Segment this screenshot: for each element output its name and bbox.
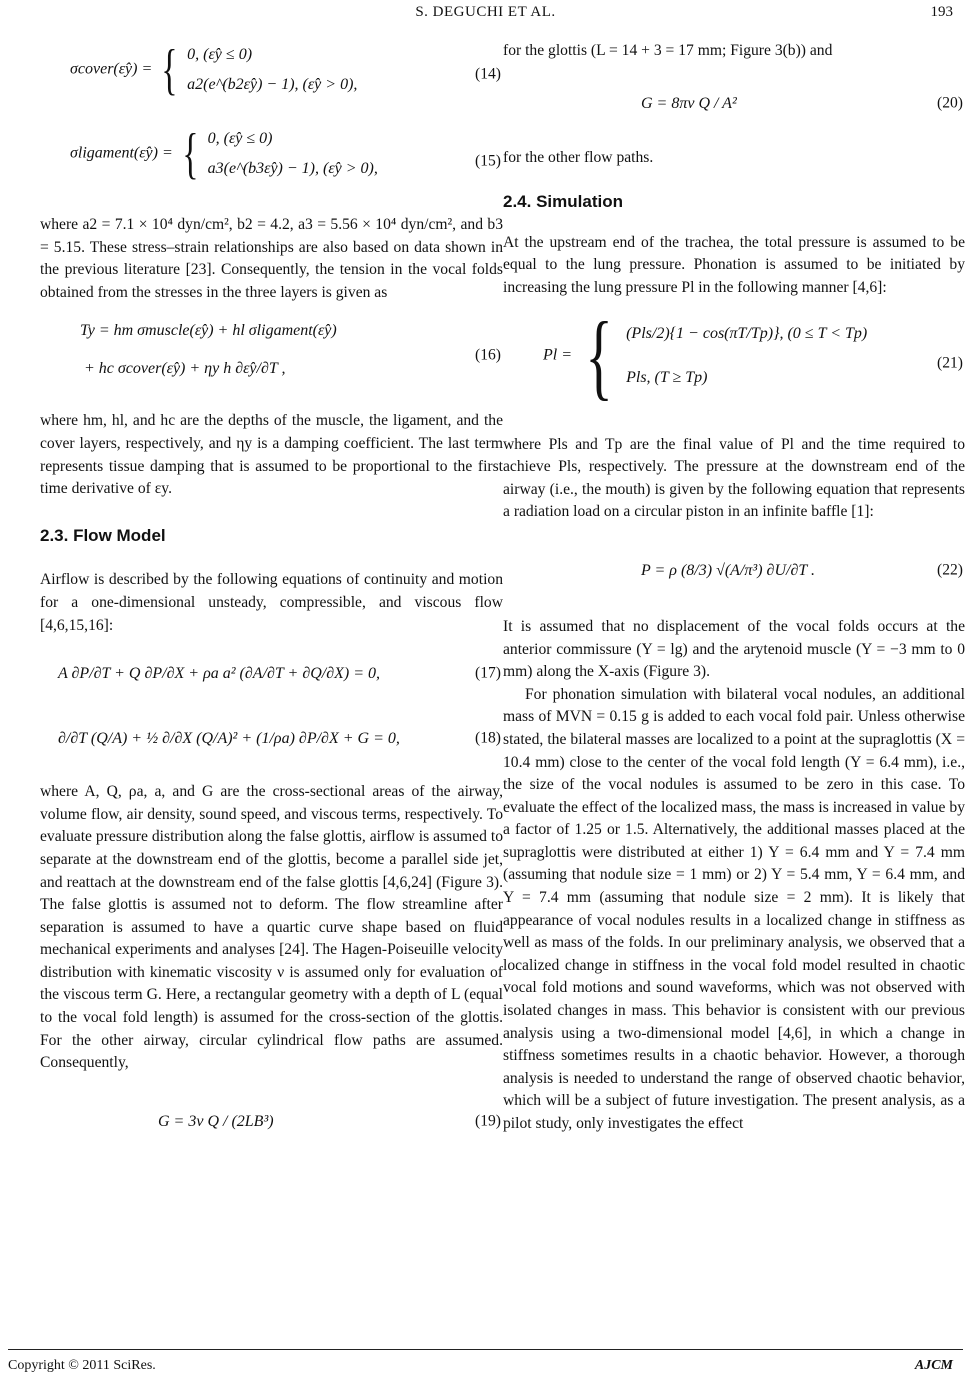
eq16-line1: Ty = hm σmuscle(ε̂y) + hl σligament(ε̂y) (80, 322, 337, 340)
eq14-lhs: σcover(ε̂y) = (70, 60, 153, 78)
paragraph-depths: where hm, hl, and hc are the depths of the muscle, the ligament, and the cover layers, respectively, and ηy is a damping coefficient. The last term represents tissue damping that is assumed to be proportional to the first time derivative of εy. (40, 412, 503, 498)
eq19-number: (19) (475, 1112, 501, 1130)
eq19-body: G = 3ν Q / (2LB³) (158, 1112, 274, 1130)
equation-17 (40, 645, 503, 703)
paragraph-other-paths: for the other flow paths. (503, 148, 654, 166)
eq18-number: (18) (475, 729, 501, 747)
paragraph-displacement: It is assumed that no displacement of the vocal folds occurs at the anterior commissure (Y = lg) and the arytenoid muscle (Y = −3 mm to 0 mm) along the X-axis (Figure 3). (503, 617, 965, 681)
eq16-line2: + hc σcover(ε̂y) + ηy h ∂ε̂y/∂T , (84, 360, 286, 378)
eq21-case1: (Pls/2){1 − cos(πT/Tp)}, (0 ≤ T < Tp) (626, 324, 868, 342)
eq15-number: (15) (475, 152, 501, 170)
eq21-number: (21) (937, 354, 963, 372)
right-column (503, 40, 965, 1136)
eq14-number: (14) (475, 65, 501, 83)
eq17-number: (17) (475, 664, 501, 682)
equation-14: σcover(ε̂y) = { 0, (ε̂y ≤ 0) a2(e^(b2ε̂y) − 1), (ε̂y > 0), (14) (70, 39, 501, 101)
running-head: S. DEGUCHI ET AL. (415, 4, 556, 20)
footer-journal: AJCM (914, 1358, 953, 1373)
eq20-number: (20) (937, 94, 963, 112)
footer-rule (8, 1349, 963, 1350)
section-heading-simulation: 2.4. Simulation (503, 192, 623, 212)
equation-19 (40, 1089, 503, 1155)
paragraph-flow-description: where A, Q, ρa, a, and G are the cross-sectional areas of the airway, volume flow, air density, sound speed, and viscous terms, respectively. To evaluate pressure distribution along the false glottis, airflow is assumed to separate at the downstream end of the glottis, become a parallel side jet, and reattach at the downstream end of the false glottis [4,6,24] (Figure 3). The false glottis is assumed not to deform. The flow streamline after separation is assumed to have a quartic curve shape based on fluid mechanical experiments and analyses [24]. The Hagen-Poiseuille velocity distribution with kinematic viscosity ν is assumed only for evaluation of the viscous term G. Here, a rectangular geometry with a depth of L (equal to the vocal fold length) is assumed for the cross-section of the glottis. For the other airway, circular cylindrical flow paths are assumed. Consequently, (40, 783, 503, 1072)
equation-15: σligament(ε̂y) = { 0, (ε̂y ≤ 0) a3(e^(b3ε̂y) − 1), (ε̂y > 0), (15) (70, 123, 501, 185)
eq15-case1: 0, (ε̂y ≤ 0) (207, 130, 273, 147)
paragraph-lung-pressure: At the upstream end of the trachea, the total pressure is assumed to be equal to the lung pressure. Phonation is assumed to be initiated by increasing the lung pressure Pl in the following manner [4,6]: (503, 233, 965, 296)
equation-22 (503, 536, 965, 606)
equation-21: Pl = { (Pls/2){1 − cos(πT/Tp)}, (0 ≤ T < Tp) Pls, (T ≥ Tp) (21) (543, 301, 963, 409)
paragraph-radiation-load: where Pls and Tp are the final value of Pl and the time required to achieve Pls, respectively. The pressure at the downstream end of the airway (i.e., the mouth) is given by the following equation that represents a radiation load on a circular piston in an infinite baffle [1]: (503, 435, 965, 521)
page-number: 193 (930, 4, 953, 20)
equation-18 (40, 707, 503, 771)
eq22-body: P = ρ (8/3) √(A/π³) ∂U/∂T . (641, 561, 815, 579)
equation-20 (503, 75, 965, 133)
equation-16 (40, 312, 503, 400)
eq17-body: A ∂P/∂T + Q ∂P/∂X + ρa a² (∂A/∂T + ∂Q/∂X) = 0, (58, 665, 381, 683)
eq18-body: ∂/∂T (Q/A) + ½ ∂/∂X (Q/A)² + (1/ρa) ∂P/∂X + G = 0, (58, 730, 400, 748)
eq21-case2: Pls, (T ≥ Tp) (626, 368, 708, 386)
left-column (40, 40, 503, 1155)
eq15-case2: a3(e^(b3ε̂y) − 1), (ε̂y > 0), (207, 160, 378, 177)
eq21-lhs: Pl = (543, 346, 573, 364)
eq14-case2: a2(e^(b2ε̂y) − 1), (ε̂y > 0), (187, 76, 358, 93)
eq14-case1: 0, (ε̂y ≤ 0) (187, 46, 253, 63)
eq20-body: G = 8πν Q / A² (641, 94, 737, 112)
footer-copyright: Copyright © 2011 SciRes. (8, 1358, 156, 1373)
section-heading-flow-model: 2.3. Flow Model (40, 525, 166, 545)
paragraph-stress-strain: where a2 = 7.1 × 10⁴ dyn/cm², b2 = 4.2, a3 = 5.56 × 10⁴ dyn/cm², and b3 = 5.15. These stress–strain relationships are also based on data shown in the previous literature [23]. Consequently, the tension in the vocal folds obtained from the stresses in the three layers is given as (40, 216, 503, 301)
eq22-number: (22) (937, 561, 963, 579)
eq15-lhs: σligament(ε̂y) = (70, 144, 173, 162)
paragraph-nodules: For phonation simulation with bilateral vocal nodules, an additional mass of MVN = 0.15 g is added to each vocal fold pair. Unless otherwise stated, the bilateral masses are localized to a point at the supraglottis (X = 10.4 mm) close to the center of the vocal fold length (Y = 6.4 mm), i.e., the size of the vocal nodules is assumed to be zero in this case. To evaluate the effect of the localized mass, the mass is increased in value by a factor of 1.25 or 1.5. Alternatively, the additional masses placed at the supraglottis were distributed at either 1) Y = 6.4 mm and Y = 7.4 mm (assuming that nodule size = 1 mm) or 2) Y = 5.4 mm, Y = 6.4 mm, and Y = 7.4 mm (assuming that nodule size = 2 mm). It is likely that appearance of vocal nodules results in a localized change in stiffness as well as mass of the folds. In our preliminary analysis, we observed that a localized change in stiffness in the vocal fold model resulted in chaotic vocal fold motions and sound waveforms, which was not observed with isolated changes in mass. This behavior is consistent with our previous analysis using a two-dimensional model [4,6], in which a change in stiffness sometimes results in a chaotic behavior. However, a thorough analysis is needed to understand the range of observed chaotic behavior, which will be a subject of future investigation. The present analysis, as a pilot study, only investigates the effect (503, 685, 965, 1132)
paragraph-glottis: for the glottis (L = 14 + 3 = 17 mm; Figure 3(b)) and (503, 42, 833, 59)
eq16-number: (16) (475, 347, 501, 365)
paragraph-airflow: Airflow is described by the following equations of continuity and motion for a one-dimensional unsteady, compressible, and viscous flow [4,6,15,16]: (40, 571, 503, 634)
